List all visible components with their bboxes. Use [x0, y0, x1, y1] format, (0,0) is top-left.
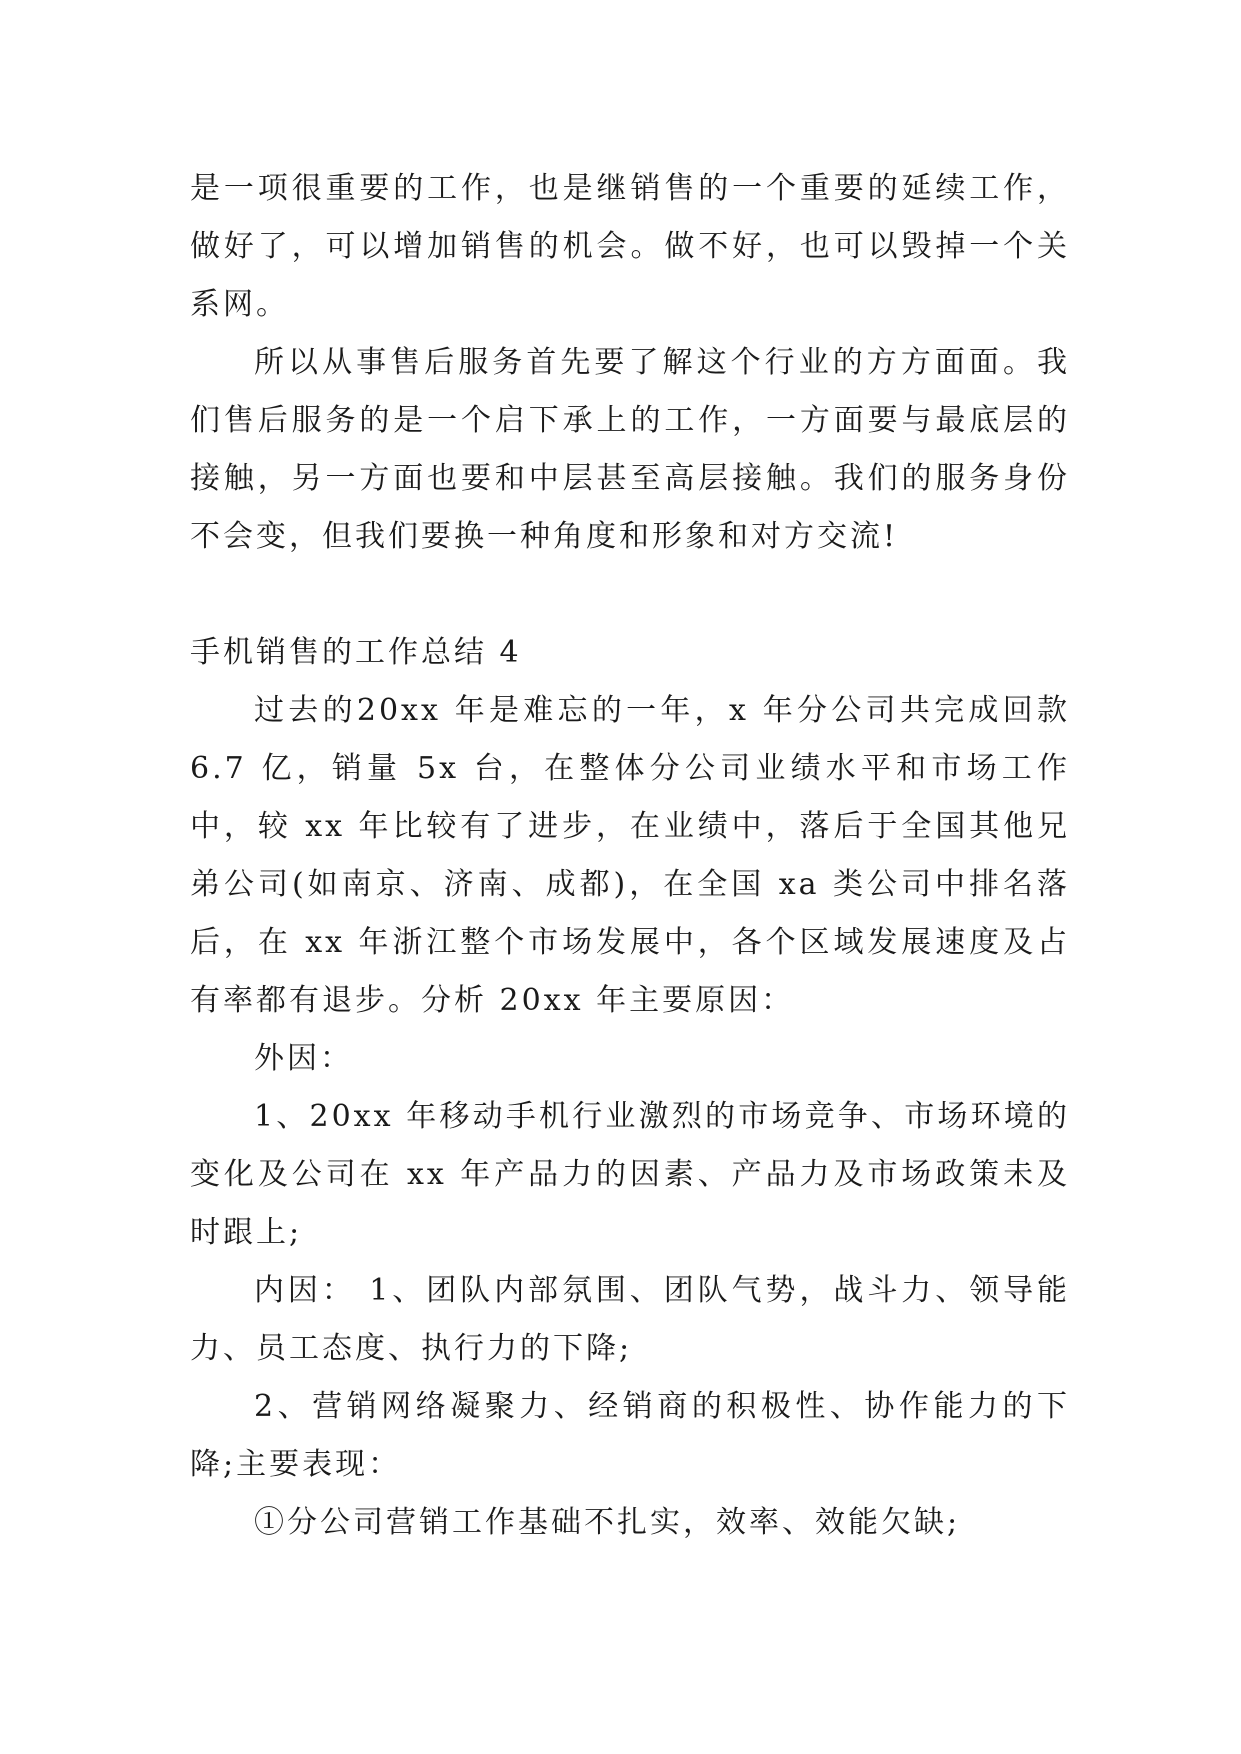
document-body	[190, 160, 1070, 1552]
paragraph-manifestation-1: ①分公司营销工作基础不扎实，效率、效能欠缺;	[254, 1505, 961, 1540]
paragraph-summary: 过去的20xx 年是难忘的一年，x 年分公司共完成回款6.7 亿，销量 5x 台，在整体分公司业绩水平和市场工作中，较 xx 年比较有了进步，在业绩中，落后于全国其他兄弟公司(如南京、济南、成都)，在全国 xa 类公司中排名落后，在 xx 年浙江整个市场发展中，各个区域发展速度及占有率都有退步。分析 20xx 年主要原因：	[190, 693, 1070, 1018]
section-title: 手机销售的工作总结 4	[190, 635, 522, 670]
paragraph-continuation: 是一项很重要的工作，也是继销售的一个重要的延续工作，做好了，可以增加销售的机会。做不好，也可以毁掉一个关系网。	[190, 171, 1070, 322]
paragraph-internal-cause-1: 内因： 1、团队内部氛围、团队气势，战斗力、领导能力、员工态度、执行力的下降;	[190, 1273, 1070, 1366]
paragraph-external-causes-label: 外因：	[254, 1041, 353, 1076]
paragraph-internal-cause-2: 2、营销网络凝聚力、经销商的积极性、协作能力的下降;主要表现：	[190, 1389, 1070, 1482]
paragraph-external-cause-1: 1、20xx 年移动手机行业激烈的市场竞争、市场环境的变化及公司在 xx 年产品力的因素、产品力及市场政策未及时跟上;	[190, 1099, 1070, 1250]
paragraph-after-sales: 所以从事售后服务首先要了解这个行业的方方面面。我们售后服务的是一个启下承上的工作，一方面要与最底层的接触，另一方面也要和中层甚至高层接触。我们的服务身份不会变，但我们要换一种角度和形象和对方交流!	[190, 345, 1070, 554]
